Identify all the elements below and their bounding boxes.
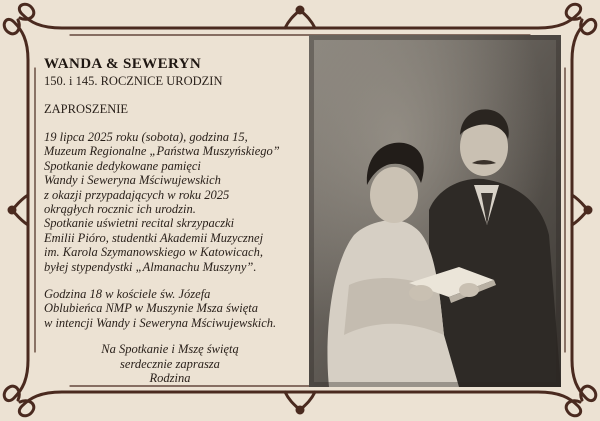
text-line: Godzina 18 w kościele św. Józefa: [44, 287, 211, 302]
closing-signature: [44, 342, 296, 385]
text-line: Wandy i Seweryna Mściwujewskich: [44, 173, 221, 188]
text-line: byłej stypendystki „Almanachu Muszyny”.: [44, 259, 257, 274]
text-line: Rodzina: [149, 371, 191, 386]
text-line: 19 lipca 2025 roku (sobota), godzina 15,: [44, 130, 248, 144]
text-line: Spotkanie uświetni recital skrzypaczki: [44, 216, 235, 231]
text-line: Spotkanie dedykowane pamięci: [44, 158, 201, 173]
vintage-couple-photo: [309, 35, 561, 387]
text-line: okrągłych rocznic ich urodzin.: [44, 202, 196, 217]
invitation-text: [44, 56, 309, 386]
text-line: Oblubieńca NMP w Muszynie Msza święta: [44, 301, 258, 316]
text-line: Na Spotkanie i Mszę świętą: [101, 342, 239, 357]
text-line: Emilii Pióro, studentki Akademii Muzycznej: [44, 230, 264, 245]
text-line: serdecznie zaprasza: [120, 356, 220, 371]
invitation-title: WANDA & SEWERYN: [44, 56, 202, 72]
invitation-heading: ZAPROSZENIE: [44, 102, 129, 116]
event-details-paragraph: [44, 130, 309, 274]
text-line: z okazji przypadających w roku 2025: [44, 187, 230, 202]
text-line: im. Karola Szymanowskiego w Katowicach,: [44, 245, 263, 260]
mass-details-paragraph: [44, 287, 309, 330]
invitation-subtitle: 150. i 145. ROCZNICE URODZIN: [44, 74, 223, 88]
text-line: Muzeum Regionalne „Państwa Muszyńskiego”: [44, 144, 280, 159]
text-line: w intencji Wandy i Seweryna Mściwujewskich.: [44, 315, 277, 330]
